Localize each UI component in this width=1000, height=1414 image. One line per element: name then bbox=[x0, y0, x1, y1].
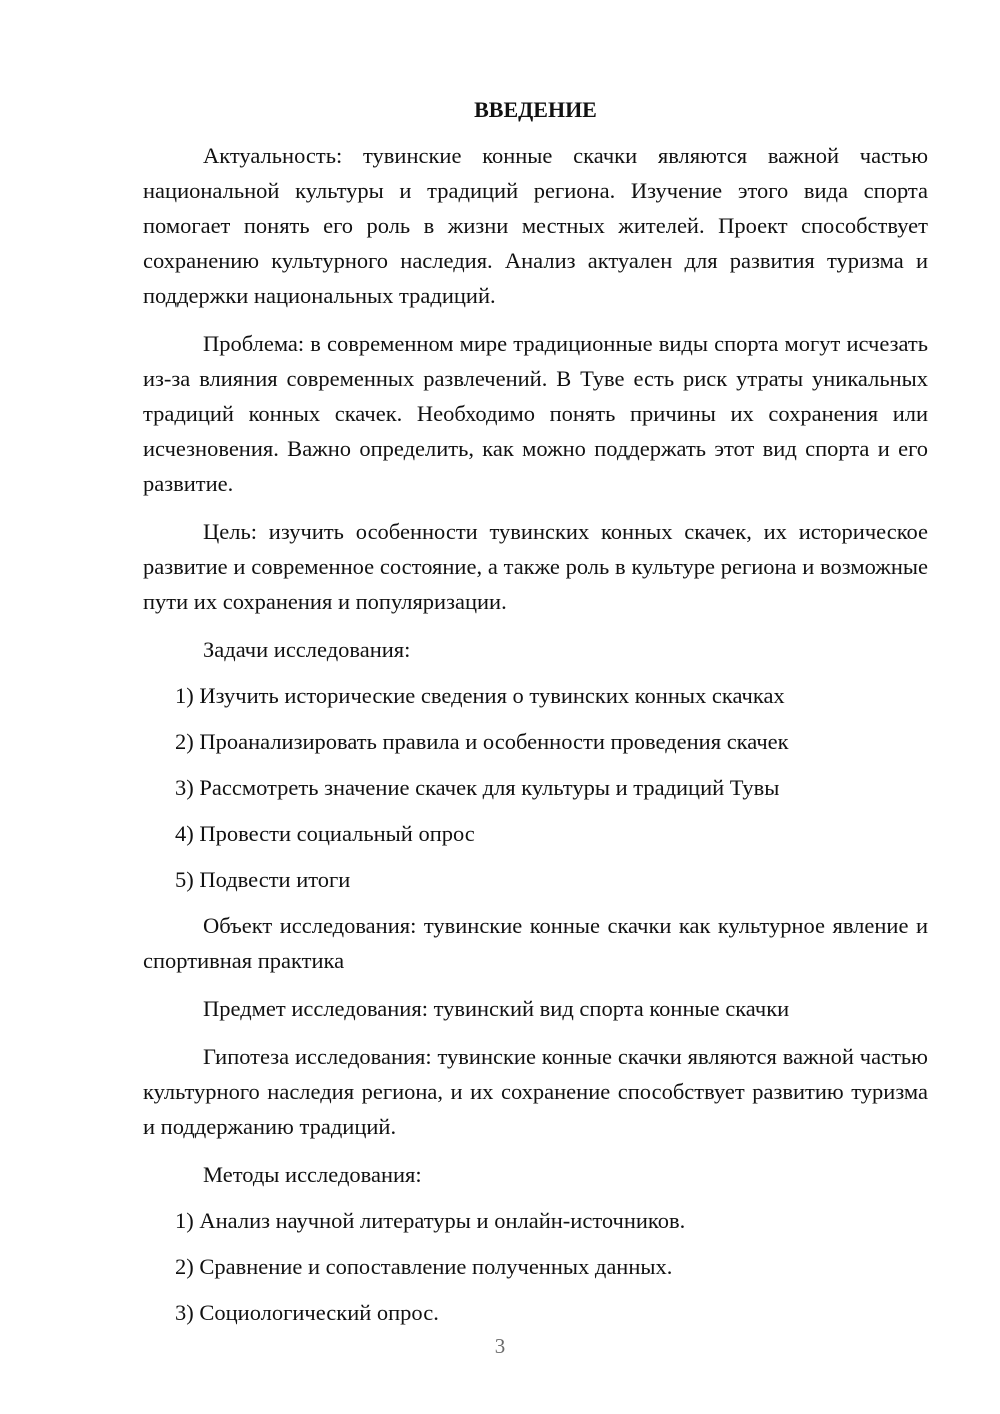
methods-heading: Методы исследования: bbox=[203, 1162, 422, 1187]
list-item: 2) Проанализировать правила и особенности проведения скачек bbox=[175, 729, 789, 754]
hypothesis-paragraph: Гипотеза исследования: тувинские конные скачки являются важной частью культурного наследия региона, и их сохранение способствует развитию туризма и поддержанию традиций. bbox=[143, 1044, 928, 1139]
list-item: 1) Изучить исторические сведения о тувинских конных скачках bbox=[175, 683, 785, 708]
page-content bbox=[143, 95, 928, 1341]
problem-paragraph: Проблема: в современном мире традиционные виды спорта могут исчезать из-за влияния современных развлечений. В Туве есть риск утраты уникальных традиций конных скачек. Необходимо понять причины их сохранения или исчезновения. Важно определить, как можно поддержать этот вид спорта и его развитие. bbox=[143, 331, 928, 496]
page-number: 3 bbox=[494, 1334, 506, 1358]
list-item: 4) Провести социальный опрос bbox=[175, 821, 475, 846]
goal-paragraph: Цель: изучить особенности тувинских конных скачек, их историческое развитие и современное состояние, а также роль в культуре региона и возможные пути их сохранения и популяризации. bbox=[143, 519, 928, 614]
tasks-list bbox=[143, 678, 928, 897]
list-item: 5) Подвести итоги bbox=[175, 867, 351, 892]
subject-paragraph: Предмет исследования: тувинский вид спорта конные скачки bbox=[203, 996, 790, 1021]
list-item: 2) Сравнение и сопоставление полученных данных. bbox=[175, 1254, 673, 1279]
list-item: 3) Социологический опрос. bbox=[175, 1300, 439, 1325]
section-title: ВВЕДЕНИЕ bbox=[474, 97, 597, 122]
tasks-heading: Задачи исследования: bbox=[203, 637, 411, 662]
list-item: 3) Рассмотреть значение скачек для культуры и традиций Тувы bbox=[175, 775, 780, 800]
methods-list bbox=[143, 1203, 928, 1330]
list-item: 1) Анализ научной литературы и онлайн-источников. bbox=[175, 1208, 686, 1233]
object-paragraph: Объект исследования: тувинские конные скачки как культурное явление и спортивная практика bbox=[143, 913, 928, 973]
relevance-paragraph: Актуальность: тувинские конные скачки являются важной частью национальной культуры и традиций региона. Изучение этого вида спорта помогает понять его роль в жизни местных жителей. Проект способствует сохранению культурного наследия. Анализ актуален для развития туризма и поддержки национальных традиций. bbox=[143, 143, 928, 308]
